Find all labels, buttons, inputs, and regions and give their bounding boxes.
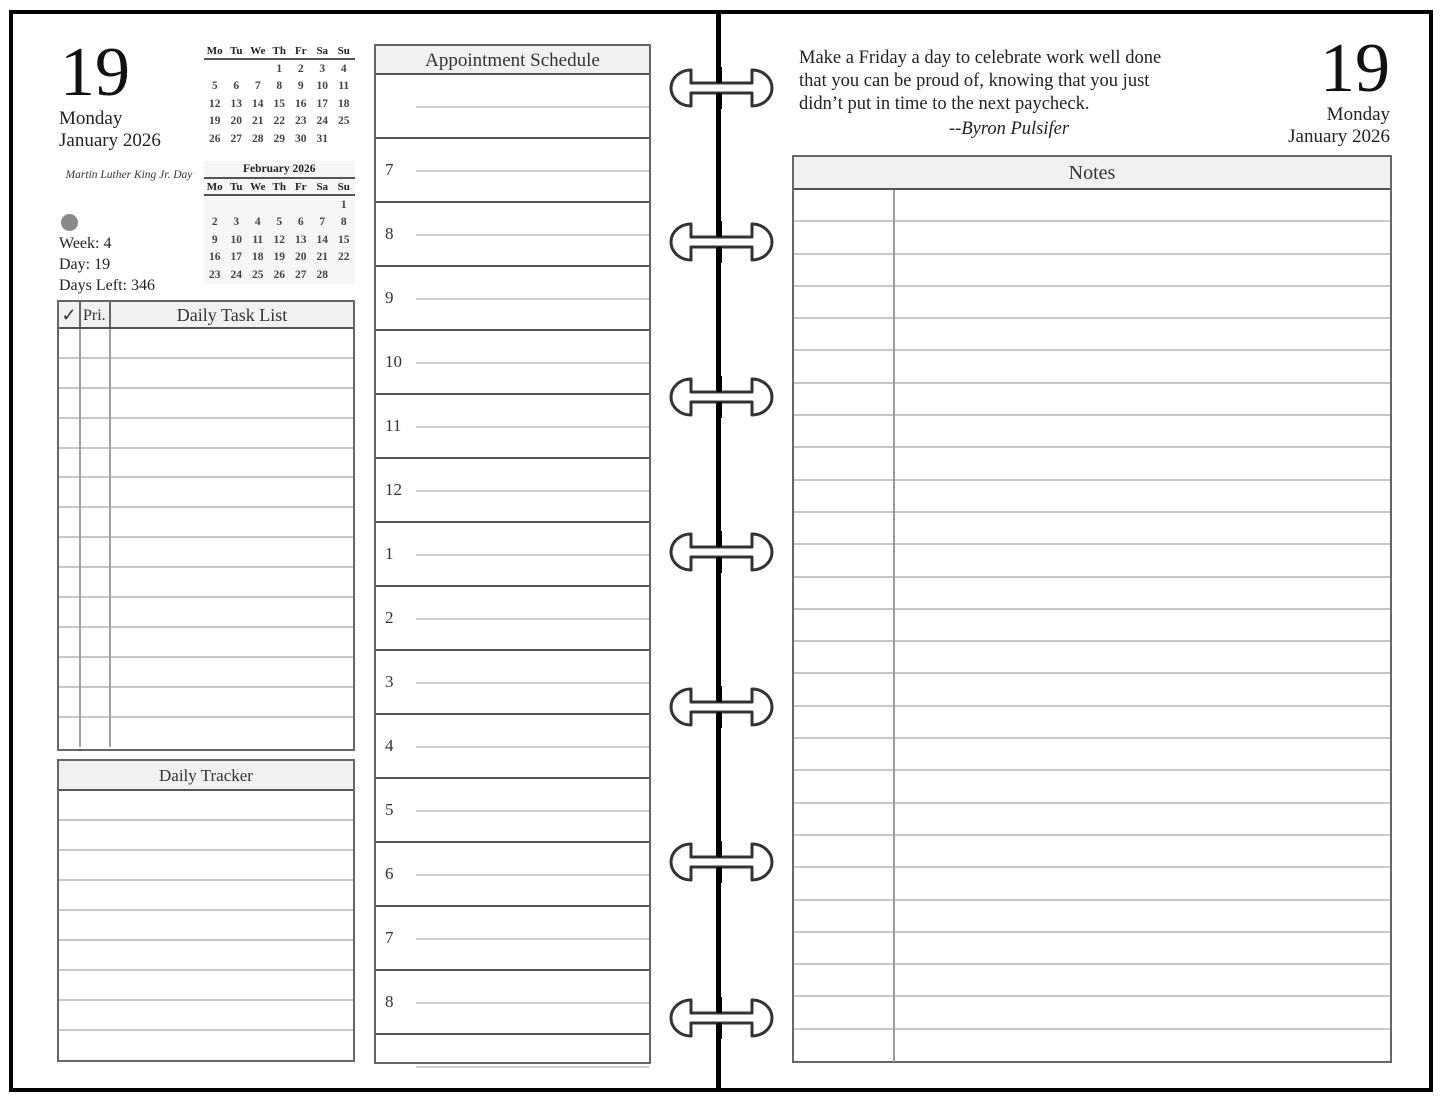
calendar-day[interactable]: 18 [338,97,350,110]
tracker-row[interactable] [59,941,353,971]
task-row[interactable] [59,568,353,598]
calendar-day[interactable]: 25 [338,115,350,128]
calendar-day[interactable]: 21 [252,115,264,128]
writing-line [416,170,649,172]
calendar-day[interactable] [247,59,269,78]
right-month-year: January 2026 [1288,126,1390,147]
week-number: Week: 4 [59,235,112,252]
task-row[interactable] [59,688,353,718]
task-row[interactable] [59,359,353,389]
tracker-row[interactable] [59,821,353,851]
calendar-day[interactable]: 7 [319,216,326,229]
notes-row[interactable] [794,319,1390,351]
notes-row[interactable] [794,1030,1390,1062]
hour-label: 7 [385,928,394,947]
notes-row[interactable] [794,610,1390,642]
notes-row[interactable] [794,222,1390,254]
daily-tracker [57,759,355,1062]
calendar-day[interactable]: 29 [273,132,285,145]
appointment-schedule [374,44,651,1064]
quote-line: didn’t put in time to the next paycheck. [799,94,1090,114]
tracker-row[interactable] [59,911,353,941]
mini-calendar-february [204,161,355,284]
calendar-day[interactable] [226,59,248,78]
notes-row[interactable] [794,997,1390,1029]
weekday-header: We [247,179,269,195]
calendar-day[interactable]: 31 [316,132,328,145]
calendar-day[interactable]: 3 [233,216,240,229]
weekday-header: Sa [312,43,334,59]
notes-row[interactable] [794,190,1390,222]
calendar-day[interactable]: 6 [233,80,240,93]
hour-label: 5 [385,800,394,819]
appointment-slot[interactable] [376,459,649,523]
hour-label: 4 [385,736,394,755]
notes-row[interactable] [794,739,1390,771]
calendar-day[interactable]: 17 [316,97,328,110]
calendar-day[interactable]: 15 [338,233,350,246]
quote-text [799,47,1269,116]
task-row[interactable] [59,538,353,568]
calendar-day[interactable]: 18 [252,251,264,264]
notes-row[interactable] [794,901,1390,933]
appointment-slot[interactable] [376,395,649,459]
tracker-row[interactable] [59,791,353,821]
hour-label: 8 [385,992,394,1011]
calendar-day[interactable]: 26 [273,268,285,281]
writing-line [416,1066,649,1068]
tracker-title: Daily Tracker [59,761,353,791]
weekday-header: Th [269,179,291,195]
notes-row[interactable] [794,416,1390,448]
calendar-day[interactable]: 10 [230,233,242,246]
writing-line [416,1002,649,1004]
hour-label: 10 [385,352,402,371]
hour-label: 8 [385,224,394,243]
binder-ring-icon [669,221,774,263]
calendar-day[interactable]: 12 [209,97,221,110]
notes-title: Notes [794,157,1390,190]
appointment-slot[interactable] [376,971,649,1035]
calendar-day[interactable] [204,195,226,214]
task-row[interactable] [59,658,353,688]
hour-label: 7 [385,160,394,179]
calendar-day[interactable]: 14 [252,97,264,110]
calendar-day[interactable]: 6 [297,216,304,229]
left-day-number: 19 [60,34,130,111]
calendar-day[interactable]: 7 [254,80,261,93]
writing-line [416,554,649,556]
calendar-day[interactable] [269,195,291,214]
notes-row[interactable] [794,287,1390,319]
calendar-day[interactable]: 28 [252,132,264,145]
notes-row[interactable] [794,448,1390,480]
notes-row[interactable] [794,384,1390,416]
calendar-day[interactable] [312,195,334,214]
weekday-header: Fr [290,43,312,59]
writing-line [416,682,649,684]
right-day-number: 19 [1320,30,1390,107]
task-list-title: Daily Task List [176,305,288,325]
hour-label: 3 [385,672,394,691]
calendar-day[interactable] [204,59,226,78]
notes-row[interactable] [794,255,1390,287]
right-weekday: Monday [1326,104,1390,125]
notes-row[interactable] [794,674,1390,706]
quote-line: that you can be proud of, knowing that you just [799,71,1150,91]
tracker-row[interactable] [59,1001,353,1031]
hour-label: 12 [385,480,402,499]
notes-row[interactable] [794,836,1390,868]
writing-line [416,746,649,748]
binder-ring-icon [669,67,774,109]
weekday-header: Mo [204,179,226,195]
calendar-day[interactable]: 19 [209,115,221,128]
holiday-label: Martin Luther King Jr. Day [65,169,193,181]
notes-row[interactable] [794,804,1390,836]
calendar-day[interactable] [290,195,312,214]
binder-ring-icon [669,376,774,418]
writing-line [416,106,649,108]
calendar-day[interactable]: 5 [211,80,218,93]
calendar-day[interactable]: 16 [209,251,221,264]
task-row[interactable] [59,449,353,479]
appointment-slot[interactable] [376,907,649,971]
appointment-slot[interactable] [376,1035,649,1097]
calendar-day[interactable] [247,195,269,214]
calendar-day[interactable]: 12 [273,233,285,246]
weekday-header: Tu [226,43,248,59]
weekday-header: Mo [204,43,226,59]
writing-line [416,234,649,236]
binder-ring-icon [669,841,774,883]
calendar-day[interactable]: 24 [316,115,328,128]
mini-calendar-january [204,43,355,148]
hour-label: 9 [385,288,394,307]
task-row[interactable] [59,718,353,748]
calendar-day[interactable]: 13 [295,233,307,246]
calendar-day[interactable]: 20 [295,251,307,264]
daily-task-list [57,300,355,751]
weekday-header: Sa [312,179,334,195]
calendar-day[interactable]: 1 [340,198,347,211]
priority-column-header: Pri. [81,302,111,327]
calendar-day[interactable]: 20 [230,115,242,128]
task-row[interactable] [59,389,353,419]
appointment-slot[interactable] [376,843,649,907]
binder-ring-icon [669,531,774,573]
notes-row[interactable] [794,933,1390,965]
calendar-day[interactable]: 13 [230,97,242,110]
full-moon-icon [61,214,78,231]
task-row[interactable] [59,598,353,628]
calendar-day[interactable]: 19 [273,251,285,264]
writing-line [416,874,649,876]
tracker-row[interactable] [59,881,353,911]
writing-line [416,618,649,620]
calendar-day[interactable]: 1 [276,62,283,75]
appointment-slot[interactable] [376,267,649,331]
calendar-day[interactable]: 4 [340,62,347,75]
calendar-day[interactable]: 30 [295,132,307,145]
tracker-row[interactable] [59,971,353,1001]
notes-rows [794,190,1390,1062]
appointment-slot[interactable] [376,203,649,267]
calendar-day[interactable]: 8 [276,80,283,93]
weekday-header: Fr [290,179,312,195]
notes-row[interactable] [794,642,1390,674]
calendar-day[interactable]: 23 [295,115,307,128]
calendar-day[interactable]: 8 [340,216,347,229]
task-row[interactable] [59,478,353,508]
calendar-day[interactable] [226,195,248,214]
calendar-day[interactable]: 2 [297,62,304,75]
calendar-day[interactable]: 2 [211,216,218,229]
task-list-header [59,302,353,329]
left-weekday: Monday [59,108,123,129]
hour-label: 1 [385,544,394,563]
task-row[interactable] [59,329,353,359]
writing-line [416,426,649,428]
appointment-slot[interactable] [376,75,649,139]
calendar-day[interactable]: 15 [273,97,285,110]
left-month-year: January 2026 [59,130,161,151]
appointment-slot[interactable] [376,651,649,715]
calendar-day[interactable]: 10 [316,80,328,93]
calendar-day[interactable] [333,130,355,148]
hour-label: 6 [385,864,394,883]
binder-ring-icon [669,997,774,1039]
calendar-day[interactable]: 27 [295,268,307,281]
calendar-day[interactable]: 16 [295,97,307,110]
writing-line [416,938,649,940]
day-of-year: Day: 19 [59,256,111,273]
tracker-rows [59,791,353,1061]
calendar-day[interactable]: 11 [338,80,350,93]
writing-line [416,490,649,492]
appointment-slot[interactable] [376,587,649,651]
notes-row[interactable] [794,707,1390,739]
notes-row[interactable] [794,545,1390,577]
check-column-header: ✓ [59,302,81,327]
writing-line [416,362,649,364]
writing-line [416,810,649,812]
calendar-day[interactable]: 24 [230,268,242,281]
notes-row[interactable] [794,513,1390,545]
mini-calendar-title: February 2026 [204,161,355,179]
notes-row[interactable] [794,578,1390,610]
appointment-title: Appointment Schedule [376,46,649,75]
calendar-day[interactable]: 14 [316,233,328,246]
calendar-day[interactable]: 4 [254,216,261,229]
appointment-slot[interactable] [376,331,649,395]
notes-row[interactable] [794,965,1390,997]
calendar-day[interactable]: 5 [276,216,283,229]
appointment-slot[interactable] [376,715,649,779]
binder-ring-icon [669,686,774,728]
appointment-rows [376,75,649,1097]
calendar-day[interactable]: 22 [273,115,285,128]
quote-author: --Byron Pulsifer [949,119,1070,139]
calendar-day[interactable]: 9 [297,80,304,93]
notes-row[interactable] [794,351,1390,383]
calendar-day[interactable]: 26 [209,132,221,145]
weekday-header: We [247,43,269,59]
calendar-day[interactable]: 11 [252,233,264,246]
notes-row[interactable] [794,868,1390,900]
writing-line [416,298,649,300]
calendar-day[interactable]: 3 [319,62,326,75]
days-left: Days Left: 346 [59,277,155,294]
notes-row[interactable] [794,481,1390,513]
calendar-day[interactable]: 28 [316,268,328,281]
hour-label: 2 [385,608,394,627]
calendar-day[interactable]: 17 [230,251,242,264]
weekday-header: Su [333,179,355,195]
hour-label: 11 [385,416,402,435]
calendar-day[interactable]: 27 [230,132,242,145]
appointment-slot[interactable] [376,779,649,843]
calendar-day[interactable] [333,266,355,284]
weekday-header: Th [269,43,291,59]
tracker-row[interactable] [59,851,353,881]
appointment-slot[interactable] [376,139,649,203]
notes-row[interactable] [794,771,1390,803]
task-row[interactable] [59,419,353,449]
task-rows [59,329,353,747]
calendar-day[interactable]: 23 [209,268,221,281]
task-row[interactable] [59,628,353,658]
calendar-day[interactable]: 25 [252,268,264,281]
task-row[interactable] [59,508,353,538]
tracker-row[interactable] [59,1031,353,1061]
weekday-header: Su [333,43,355,59]
appointment-slot[interactable] [376,523,649,587]
calendar-day[interactable]: 9 [211,233,218,246]
quote-line: Make a Friday a day to celebrate work well done [799,48,1162,68]
weekday-header: Tu [226,179,248,195]
calendar-day[interactable]: 21 [316,251,328,264]
calendar-day[interactable]: 22 [338,251,350,264]
notes-section [792,155,1392,1063]
